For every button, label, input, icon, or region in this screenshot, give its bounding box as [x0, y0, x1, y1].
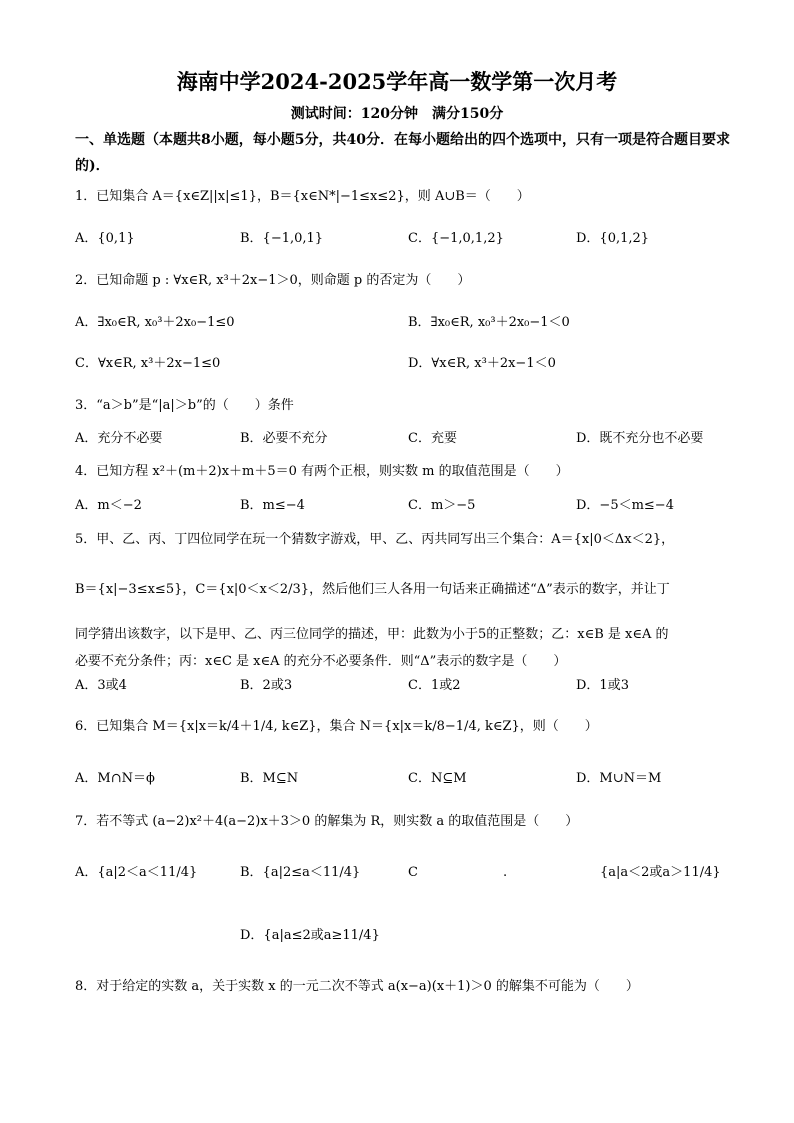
q4-option-a: A．m＜−2	[75, 498, 142, 513]
q3-option-a: A．充分不必要	[75, 431, 163, 446]
q5-option-c: C．1或2	[408, 678, 461, 693]
q6-option-d: D．M∪N＝M	[576, 771, 662, 786]
question-5-line-4: 必要不充分条件；丙：x∈C 是 x∈A 的充分不必要条件．则“Δ”表示的数字是（ ）	[75, 654, 567, 669]
question-8-stem: 8．对于给定的实数 a，关于实数 x 的一元二次不等式 a(x−a)(x＋1)＞0 的解集不可能为（ ）	[75, 979, 639, 994]
question-2-stem: 2．已知命题 p : ∀x∈R, x³＋2x−1＞0，则命题 p 的否定为（ ）	[75, 273, 471, 288]
q2-option-d: D．∀x∈R, x³＋2x−1＜0	[408, 356, 556, 371]
q5-option-d: D．1或3	[576, 678, 629, 693]
q7-option-c-value: {a|a＜2或a＞11/4}	[600, 865, 721, 880]
question-5-line-1: 5．甲、乙、丙、丁四位同学在玩一个猜数字游戏，甲、乙、丙共同写出三个集合：A＝{x|0＜Δx＜2}，	[75, 532, 675, 547]
q5-option-a: A．3或4	[75, 678, 127, 693]
q3-option-b: B．必要不充分	[240, 431, 328, 446]
question-4-stem: 4．已知方程 x²＋(m＋2)x＋m＋5＝0 有两个正根，则实数 m 的取值范围是（ ）	[75, 464, 569, 479]
q6-option-c: C．N⊆M	[408, 771, 467, 786]
q1-option-c: C．{−1,0,1,2}	[408, 231, 504, 246]
q2-option-a: A．∃x₀∈R, x₀³＋2x₀−1≤0	[75, 315, 235, 330]
question-5-line-3: 同学猜出该数字，以下是甲、乙、丙三位同学的描述，甲：此数为小于5的正整数；乙：x∈B 是 x∈A 的	[75, 627, 669, 642]
q4-option-c: C．m＞−5	[408, 498, 476, 513]
q3-option-d: D．既不充分也不必要	[576, 431, 704, 446]
exam-info: 测试时间：120分钟 满分150分	[290, 106, 504, 122]
question-3-stem: 3．“a＞b”是“|a|＞b”的（ ）条件	[75, 398, 294, 413]
q6-option-a: A．M∩N＝ϕ	[75, 771, 155, 786]
q7-option-b: B．{a|2≤a＜11/4}	[240, 865, 361, 880]
q7-stray-dot: .	[503, 865, 508, 880]
q7-option-c-label: C	[408, 865, 418, 880]
q5-option-b: B．2或3	[240, 678, 293, 693]
section-heading: 一、单选题（本题共8小题，每小题5分，共40分．在每小题给出的四个选项中，只有一项是符合题目要求的)．	[75, 132, 730, 174]
q4-option-d: D．−5＜m≤−4	[576, 498, 674, 513]
q7-option-d: D．{a|a≤2或a≥11/4}	[240, 928, 380, 943]
question-7-stem: 7．若不等式 (a−2)x²＋4(a−2)x＋3＞0 的解集为 R，则实数 a 的取值范围是（ ）	[75, 814, 579, 829]
question-1-stem: 1．已知集合 A＝{x∈Z||x|≤1}，B＝{x∈N*|−1≤x≤2}，则 A∪B＝（ ）	[75, 189, 530, 204]
q1-option-d: D．{0,1,2}	[576, 231, 650, 246]
q1-option-b: B．{−1,0,1}	[240, 231, 324, 246]
question-6-stem: 6．已知集合 M＝{x|x＝k/4＋1/4, k∈Z}，集合 N＝{x|x＝k/8−1/4, k∈Z}，则（ ）	[75, 719, 598, 734]
q1-option-a: A．{0,1}	[75, 231, 135, 246]
question-5-line-2: B＝{x|−3≤x≤5}，C＝{x|0＜x＜2/3}，然后他们三人各用一句话来正确描述“Δ”表示的数字，并让丁	[75, 582, 670, 597]
page-title: 海南中学2024-2025学年高一数学第一次月考	[176, 69, 618, 94]
q4-option-b: B．m≤−4	[240, 498, 305, 513]
q3-option-c: C．充要	[408, 431, 457, 446]
q7-option-a: A．{a|2＜a＜11/4}	[75, 865, 198, 880]
q6-option-b: B．M⊆N	[240, 771, 299, 786]
q2-option-b: B．∃x₀∈R, x₀³＋2x₀−1＜0	[408, 315, 570, 330]
q2-option-c: C．∀x∈R, x³＋2x−1≤0	[75, 356, 221, 371]
